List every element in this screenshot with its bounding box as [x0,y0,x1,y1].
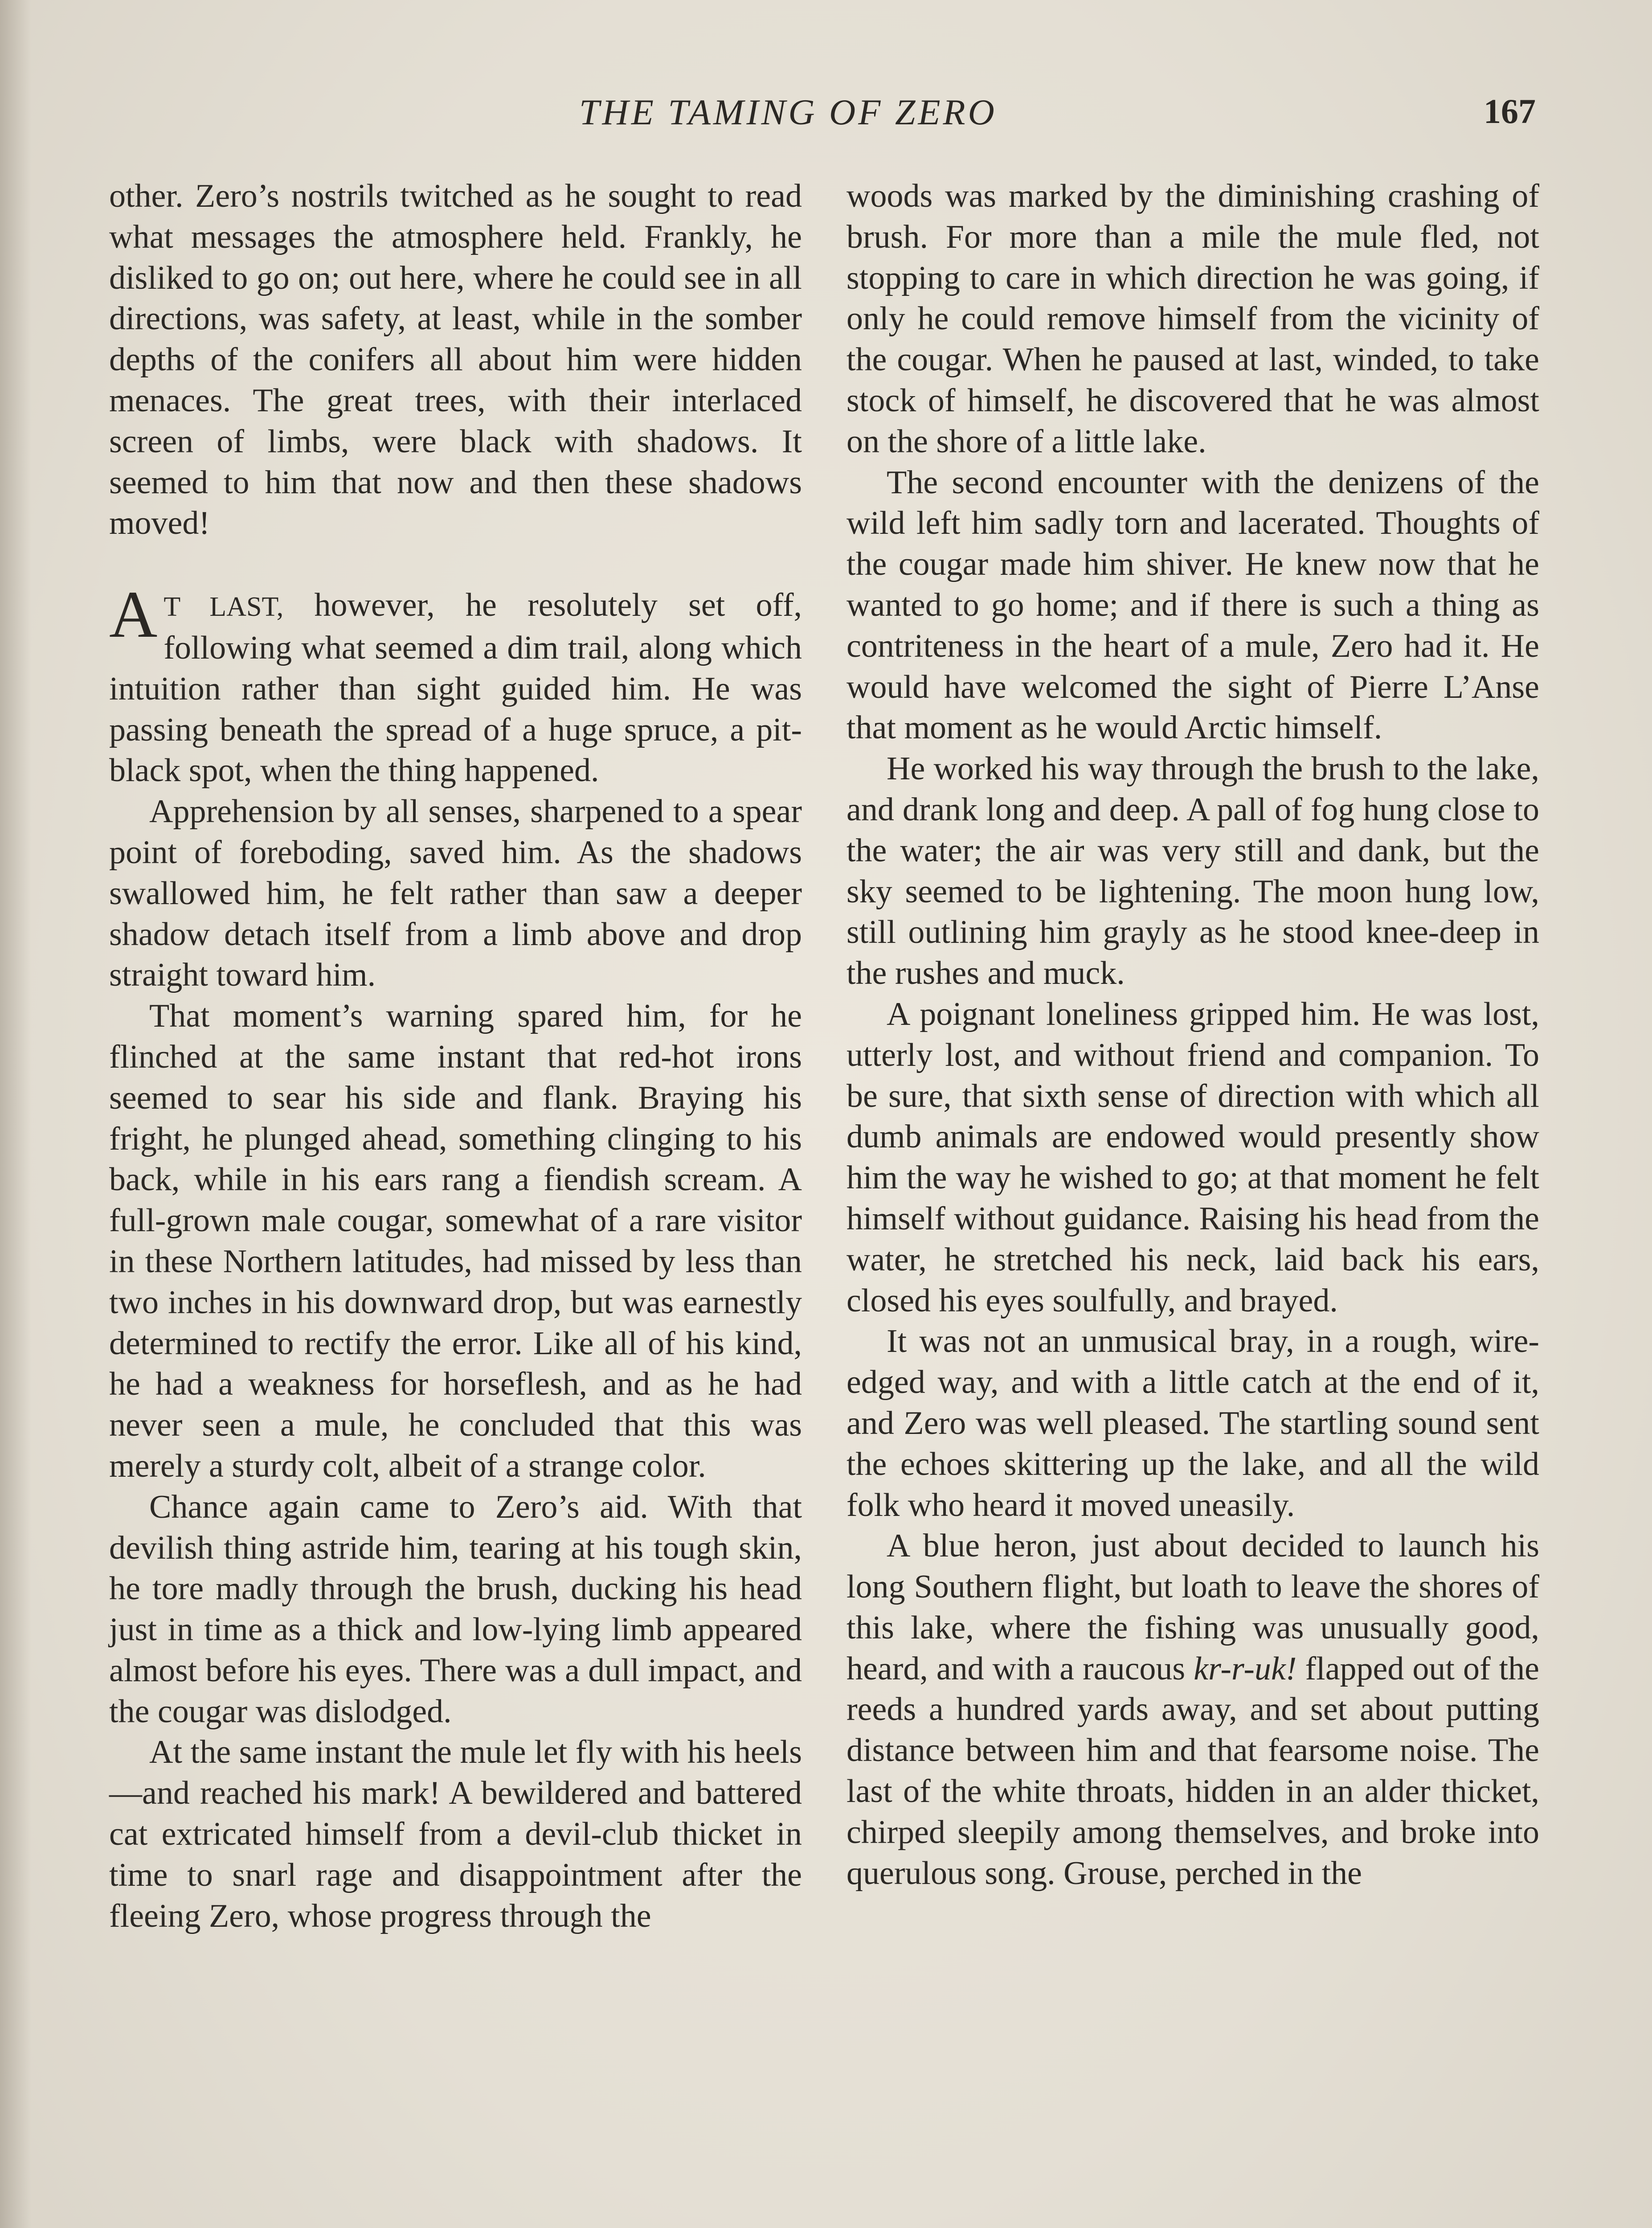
left-paragraph-2 [109,577,802,791]
spine-shadow [0,0,31,2228]
right-paragraph-1: woods was marked by the diminishing crashing of brush. For more than a mile the mule fled, not stopping to care in which direction he was going, if only he could remove himself from the vicinity of the cougar. When he paused at last, winded, to take stock of himself, he discovered that he was almost on the shore of a little lake. [846,178,1539,460]
drop-cap: A [109,577,158,652]
left-column [109,176,802,1937]
right-paragraph-5: It was not an unmusical bray, in a rough, wire-edged way, and with a little catch at the end of it, and Zero was well pleased. The startling sound sent the echoes skittering up the lake, and all the wild folk who heard it moved uneasily. [846,1323,1539,1524]
left-paragraph-1: other. Zero’s nostrils twitched as he sought to read what messages the atmosphere held. Frankly, he disliked to go on; out here, where he could see in all directions, was safety, at least, while in the somber depths of the conifers all about him were hidden menaces. The great trees, with their interlaced screen of limbs, were black with shadows. It seemed to him that now and then these shadows moved! [109,178,802,542]
right-paragraph-3: He worked his way through the brush to the lake, and drank long and deep. A pall of fog hung close to the water; the air was very still and dank, but the sky seemed to be lightening. The moon hung low, still outlining him grayly as he stood knee-deep in the rushes and muck. [846,750,1539,992]
page-number: 167 [1484,92,1536,131]
heron-call: kr-r-uk! [1194,1650,1297,1687]
running-head: THE TAMING OF ZERO [579,92,997,132]
right-paragraph-2: The second encounter with the denizens of the wild left him sadly torn and lacerated. Thoughts of the cougar made him shiver. He knew now that he wanted to go home; and if there is such a thing as contriteness in the heart of a mule, Zero had it. He would have welcomed the sight of Pierre L’Anse that moment as he would Arctic himself. [846,464,1539,746]
left-paragraph-3: Apprehension by all senses, sharpened to a spear point of foreboding, saved him. As the shadows swallowed him, he felt rather than saw a deeper shadow detach itself from a limb above and drop straight toward him. [109,793,802,994]
right-paragraph-6-text-a: A blue heron, just about decided to launch his long Southern flight, but loath to leave the shores of this lake, where the fishing was unusually good, heard, and with a raucous [846,1528,1539,1687]
left-paragraph-4: That moment’s warning spared him, for he flinched at the same instant that red-hot irons seemed to sear his side and flank. Braying his fright, he plunged ahead, something clinging to his back, while in his ears rang a fiendish scream. A full-grown male cougar, somewhat of a rare visitor in these Northern latitudes, had missed by less than two inches in his downward drop, but was earnestly determined to rectify the error. Like all of his kind, he had a weakness for horseflesh, and as he had never seen a mule, he concluded that this was merely a sturdy colt, albeit of a strange color. [109,998,802,1484]
left-paragraph-2-text: however, he resolutely set off, following what seemed a dim trail, along which intuition rather than sight guided him. He was passing beneath the spread of a huge spruce, a pit-black spot, when the thing happened. [109,587,802,789]
small-caps-lead: T LAST, [164,592,284,623]
left-paragraph-5: Chance again came to Zero’s aid. With that devilish thing astride him, tearing at his tough skin, he tore madly through the brush, ducking his head just in time as a thick and low-lying limb appeared almost before his eyes. There was a dull impact, and the cougar was dislodged. [109,1488,802,1730]
right-paragraph-6-text-b: flapped out of the reeds a hundred yards away, and set about putting distance between him and that fearsome noise. The last of the white throats, hidden in an alder thicket, chirped sleepily among themselves, and broke into querulous song. Grouse, perched in the [846,1650,1539,1892]
right-column [846,176,1539,1894]
right-paragraph-6 [846,1526,1539,1894]
left-paragraph-6: At the same instant the mule let fly with his heels—and reached his mark! A bewildered and battered cat extricated himself from a devil-club thicket in time to snarl rage and disappointment after the fleeing Zero, whose progress through the [109,1734,802,1934]
right-paragraph-4: A poignant loneliness gripped him. He was lost, utterly lost, and without friend and companion. To be sure, that sixth sense of direction with which all dumb animals are endowed would presently show him the way he wished to go; at that moment he felt himself without guidance. Raising his head from the water, he stretched his neck, laid back his ears, closed his eyes soulfully, and brayed. [846,995,1539,1319]
